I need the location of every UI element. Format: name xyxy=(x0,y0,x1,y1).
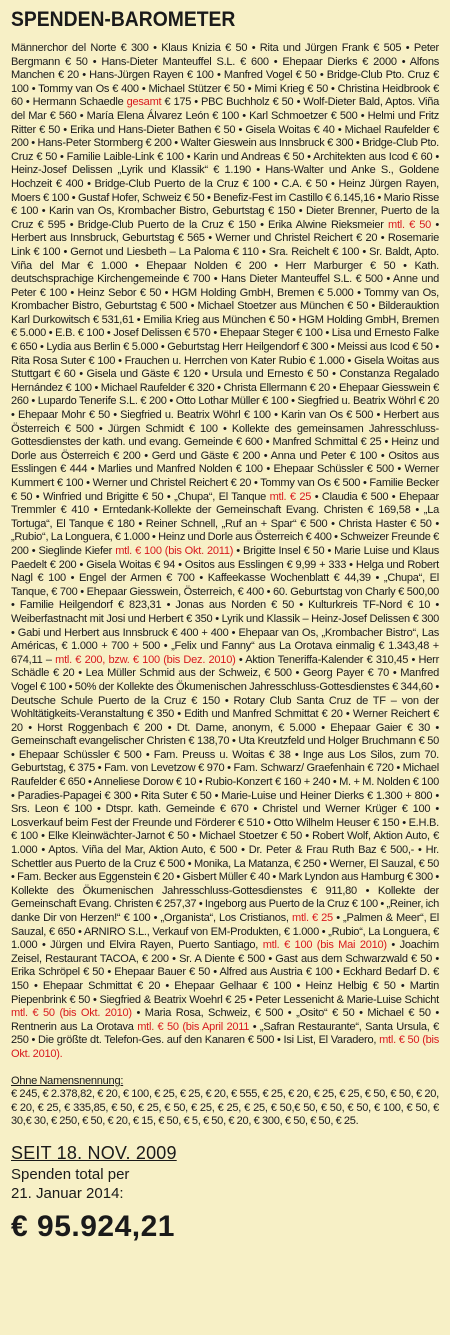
since-date: SEIT 18. NOV. 2009 xyxy=(11,1142,177,1163)
anonymous-amounts: € 245, € 2.378,82, € 20, € 100, € 25, € 25, € 20, € 555, € 25, € 20, € 25, € 25, € 50, € 50, € 20, € 20, € 25, € 335,85, € 50, € 25, € 50, € 25, € 25, € 25, € 50,€ 50, € 50, € 50, € 100, € 50, € 30,€ 30, € 250, € 50, € 20, € 15, € 50, € 5, € 50, € 20, € 300, € 50, € 50, € 25. xyxy=(11,1088,439,1128)
total-label-line2: 21. Januar 2014: xyxy=(11,1184,124,1202)
monthly-note: gesamt xyxy=(126,96,162,109)
donation-list xyxy=(11,42,439,1062)
monthly-note: mtl. € 50 (bis Okt. 2010). xyxy=(11,1034,439,1060)
monthly-note: mtl. € 100 (bis Mai 2010) xyxy=(262,939,387,952)
donation-text: • Brigitte Insel € 50 • Marie Luise und Klaus Paedelt € 200 • Gisela Woitas € 94 • Ositos aus Esslingen € 9,99 + 333 • Helga und Robert Nagl € 100 • Engel der Armen € 700 • Kaffeekasse Wochenblatt € 44,39 • „Chupa“, El Tanque, € 700 • Ehepaar Giesswein, Österreich, € 400 • 60. Geburtstag von Charly € 500,00 • Familie Heilgendorf € 823,31 • Jonas aus Norden € 50 • Kulturkreis TF-Nord € 10 • Weiberfastnacht mit Josi und Herbert € 350 • Lyrik und Klassik – Heinz-Josef Delissen € 300 • Gabi und Herbert aus Innsbruck € 400 + 400 • Ehepaar van Os, „Krombacher Bistro“, Las Américas, € 1.000 + 700 + 500 • „Felix und Fanny“ aus La Orotava einmalig € 1.343,48 + 674,11 – xyxy=(11,544,439,666)
donation-text: • Aktion Teneriffa-Kalender € 310,45 • Herr Schädle € 20 • Lea Müller Schmid aus der Schweiz, € 500 • Georg Payer € 70 • Manfred Vogel € 100 • 50% der Kollekte des Ökumenischen Jahresschluss-Gottesdienstes € 344,60 • Deutsche Schule Puerto de la Cruz € 150 • Rotary Club Santa Cruz de TF – von der Wohltätigkeits-Veranstaltung € 350 • Edith und Manfred Schmittat € 20 • Werner Reichert € 20 • Horst Roggenbach € 200 • Dt. Dame, anonym, € 5.000 • Ehepaar Gaier € 30 • Gemeinschaft evangelischer Christen € 138,70 • Uta Kreutzfeld und Holger Bruchmann € 50 • Ehepaar Schüssler € 500 • Fam. Preuss u. Woitas € 38 • Inge aus Los Silos, zum 70. Geburtstag, € 375 • Fam. von Levetzow € 970 • Fam. Schwarz/ Graefenhain € 720 • Michael Raufelder € 650 • Anneliese Dorow € 10 • Rubio-Konzert € 160 + 240 • M. + M. Nolden € 100 • Paradies-Papagei € 300 • Rita Suter € 50 • Marie-Luise und Heiner Dierks € 1.300 + 800 • Srs. Leon € 100 • Dtspr. kath. Gemeinde € 670 • Christel und Werner Krüger € 100 • Losverkauf beim Fest der Freunde und Förderer € 510 • Otto Wilhelm Heuser € 150 • E.H.B. € 100 • Elke Kleinwächter-Jarnot € 50 • Michael Stoetzer € 50 • Robert Wolf, Aktion Auto, € 1.000 • Aptos. Viña del Mar, Aktion Auto, € 500 • Dr. Peter & Frau Ruth Baz € 500,- • Hr. Schettler aus Puerto de la Cruz € 500 • Monika, La Matanza, € 250 • Werner, El Sauzal, € 50 • Fam. Becker aus Eggenstein € 20 • Gisbert Müller € 40 • Mark Lyndon aus Hamburg € 300 • Kollekte des Ökumenischen Jahresschluss-Gottesdienstes € 911,80 • Kollekte der Gemeinschaft Evang. Christen € 257,37 • Ingeborg aus Puerto de la Cruz € 100 • „Reiner, ich danke Dir von Herzen!“ € 100 • „Organista“, Los Cristianos, xyxy=(11,653,439,924)
page-title: SPENDEN-BAROMETER xyxy=(11,8,236,31)
monthly-note: mtl. € 100 (bis Okt. 2011) xyxy=(115,544,234,557)
donation-text: • Maria Rosa, Schweiz, € 500 • „Osito“ € 50 • Michael € 50 • Rentnerin aus La Orotava xyxy=(11,1007,439,1033)
donation-text: • Claudia € 500 • Ehepaar Tremmler € 410 • Erntedank-Kollekte der Gemeinschaft Evang. Christen € 169,58 • „La Tortuga“, El Tanque € 180 • Reiner Schnell, „Ruf an + Spar“ € 500 • Christa Haster € 50 • „Rubio“, La Longuera, € 1.000 • Heinz und Dorle aus Österreich € 400 • Schweizer Freunde € 200 • Sieglinde Kiefer xyxy=(11,490,439,557)
monthly-note: mtl. € 50 (bis Okt. 2010) xyxy=(11,1007,132,1020)
monthly-note: mtl. € 50 xyxy=(388,218,432,231)
donation-text: • „Palmen & Meer“, El Sauzal, € 650 • ARNIRO S.L., Verkauf von EM-Produkten, € 1.000 • „Rubio“, La Longuera, € 1.000 • Jürgen und Elvira Rayen, Puerto Santiago, xyxy=(11,912,439,952)
donation-text: € 175 • PBC Buchholz € 50 • Wolf-Dieter Bald, Aptos. Viña del Mar € 560 • María Elena Álvarez León € 100 • Karl Schmoetzer € 500 • Helmi und Fritz Ritter € 50 • Erika und Hans-Dieter Bathen € 50 • Gisela Woitas € 40 • Michael Raufelder € 200 • Hans-Peter Stormberg € 200 • Walter Gieswein aus Innsbruck € 300 • Bridge-Club Pto. Cruz € 50 • Familie Laible-Link € 100 • Karin und Andreas € 50 • Architekten aus Icod € 60 • Heinz-Josef Delissen „Lyrik und Klassik“ € 1.190 • Hans-Walter und Anke S., Goldene Hochzeit € 400 • Bridge-Club Puerto de la Cruz € 100 • C.A. € 50 • Heinz Jürgen Rayen, Moers € 100 • Gustaf Hofer, Schweiz € 50 • Benefiz-Fest im Castillo € 6.145,16 • Mario Risse € 100 • Karin van Os, Krombacher Bistro, Geburtstag € 150 • Dieter Brenner, Puerto de la Cruz € 595 • Bridge-Club Puerto de la Cruz € 150 • Erika Alwine Rieksmeier xyxy=(11,96,439,231)
monthly-note: mtl. € 50 (bis April 2011 xyxy=(137,1020,250,1033)
anonymous-section xyxy=(11,1075,439,1129)
donation-text: • Herbert aus Innsbruck, Geburtstag € 565 • Werner und Christel Reichert € 20 • Rosemarie Link € 100 • Gernot und Liesbeth – La Paloma € 110 • Sra. Reichelt € 100 • Sr. Baldt, Apto. Viña del Mar € 1.000 • Ehepaar Nolden € 200 • Herr Marburger € 50 • Kath. deutschsprachige Kirchengemeinde € 700 • Hans Dieter Manteuffel S.L. € 500 • Anne und Peter € 100 • Heinz Sebor € 50 • HGM Holding GmbH, Bremen € 5.000 • Tommy van Os, Krombacher Bistro, Geburtstag € 500 • Michael Stoetzer aus München € 50 • Bilderauktion Karl Durkowitsch € 531,61 • Emilia Krieg aus München € 50 • HGM Holding GmbH, Bremen € 5.000 • E.B. € 100 • Josef Delissen € 570 • Ehepaar Steger € 100 • Lisa und Ernesto Falke € 650 • Lydia aus Berlin € 5.000 • Geburtstag Herr Heilgendorf € 300 • Meissi aus Icod € 50 • Rita Rosa Suter € 100 • Frauchen u. Herrchen von Kater Rubio € 1.000 • Gisela Woitas aus Stuttgart € 60 • Gisela und Gäste € 120 • Ursula und Ernesto € 50 • Constanza Regalado Hernández € 100 • Michael Raufelder € 320 • Christa Ellermann € 20 • Ehepaar Giesswein € 260 • Lupardo Tenerife S.L. € 200 • Otto Lothar Müller € 100 • Siegfried u. Beatrix Wöhrl € 20 • Ehepaar Mohr € 50 • Siegfried u. Beatrix Wöhrl € 100 • Karin van Os € 500 • Herbert aus Österreich € 500 • Jürgen Schmidt € 100 • Kollekte des gemeinsamen Jahresschluss-Gottesdienstes der kath. und evang. Gemeinde € 600 • Manfred Schmittal € 25 • Heinz und Dorle aus Österreich € 200 • Gerd und Gäste € 200 • Anna und Peter € 100 • Ositos aus Esslingen € 444 • Marlies und Manfred Nolden € 100 • Ehepaar Schüssler € 500 • Werner Kummert € 100 • Werner und Christel Reichert € 20 • Tommy van Os € 500 • Familie Becker € 50 • Winfried und Brigitte € 50 • „Chupa“, El Tanque xyxy=(11,218,439,503)
monthly-note: mtl. € 25 xyxy=(269,490,312,503)
monthly-note: mtl. € 200, bzw. € 100 (bis Dez. 2010) xyxy=(55,653,236,666)
total-label-line1: Spenden total per xyxy=(11,1165,130,1183)
donation-text: Männerchor del Norte € 300 • Klaus Knizia € 50 • Rita und Jürgen Frank € 505 • Peter Bergmann € 50 • Hans-Dieter Manteuffel S.L. € 600 • Ehepaar Dierks € 2000 • Alfons Manchen € 20 • Hans-Jürgen Rayen € 100 • Manfred Vogel € 50 • Bridge-Club Pto. Cruz € 100 • Tommy van Os € 400 • Michael Stützer € 50 • Mimi Krieg € 50 • Christina Heidbrook € 60 • Hermann Schaedle xyxy=(11,42,439,109)
donation-text: • „Safran Restaurante“, Santa Ursula, € 250 • Die größte dt. Telefon-Ges. auf den Kanaren € 500 • Isi List, El Varadero, xyxy=(11,1020,439,1047)
total-amount: € 95.924,21 xyxy=(11,1209,175,1243)
donation-text: • Joachim Zeisel, Restaurant TACOA, € 200 • Sr. A Diente € 500 • Gast aus dem Schwarzwald € 50 • Erika Schröpel € 50 • Ehepaar Bauer € 50 • Alfred aus Austria € 100 • Eckhard Bedarf D. € 150 • Ehepaar Schmittat € 20 • Ehepaar Gelhaar € 100 • Heinz Helbig € 50 • Martin Piepenbrink € 50 • Siegfried & Beatrix Woehrl € 25 • Peter Lessenicht & Marie-Luise Schicht xyxy=(11,939,439,1006)
anonymous-heading: Ohne Namensnennung: xyxy=(11,1074,124,1087)
monthly-note: mtl. € 25 xyxy=(292,912,333,924)
